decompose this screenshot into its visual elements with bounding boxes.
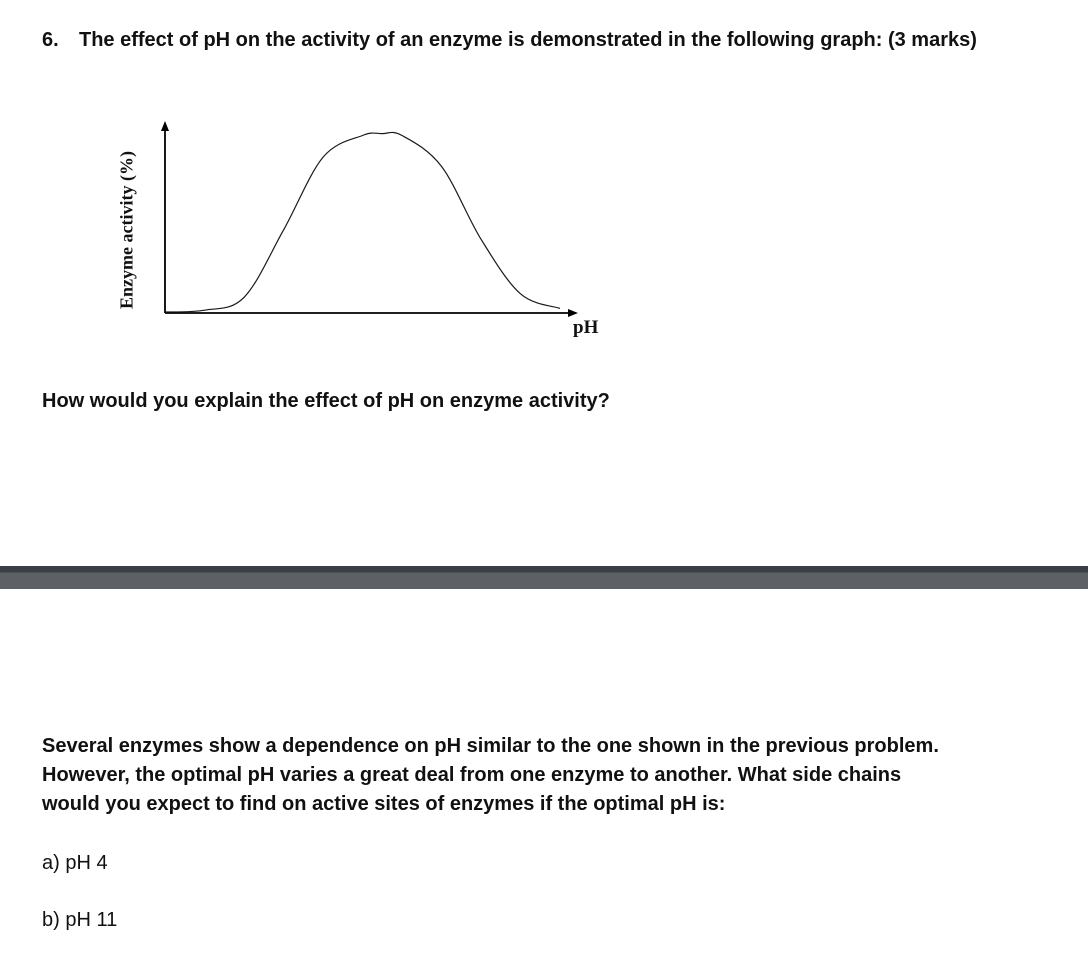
question-text: The effect of pH on the activity of an enzyme is demonstrated in the following graph: (3 marks) xyxy=(79,29,977,51)
page-bottom xyxy=(0,589,1088,958)
x-axis-arrow xyxy=(568,309,578,317)
question-6-prompt: How would you explain the effect of pH on enzyme activity? xyxy=(42,390,610,412)
y-axis-arrow xyxy=(161,121,169,131)
y-axis-label: Enzyme activity (%) xyxy=(116,151,137,309)
option-b: b) pH 11 xyxy=(42,909,118,931)
page-divider xyxy=(0,566,1088,589)
question-7-text: Several enzymes show a dependence on pH similar to the one shown in the previous problem. However, the optimal pH varies a great deal from one enzyme to another. What side chains would you expect to find on active sites of enzymes if the optimal pH is: xyxy=(42,735,939,815)
ph-activity-graph xyxy=(100,110,620,350)
question-number: 6. xyxy=(42,29,59,51)
option-a: a) pH 4 xyxy=(42,852,108,874)
x-axis-label: pH xyxy=(573,317,599,338)
activity-curve xyxy=(165,132,560,312)
question-6 xyxy=(42,26,1022,55)
